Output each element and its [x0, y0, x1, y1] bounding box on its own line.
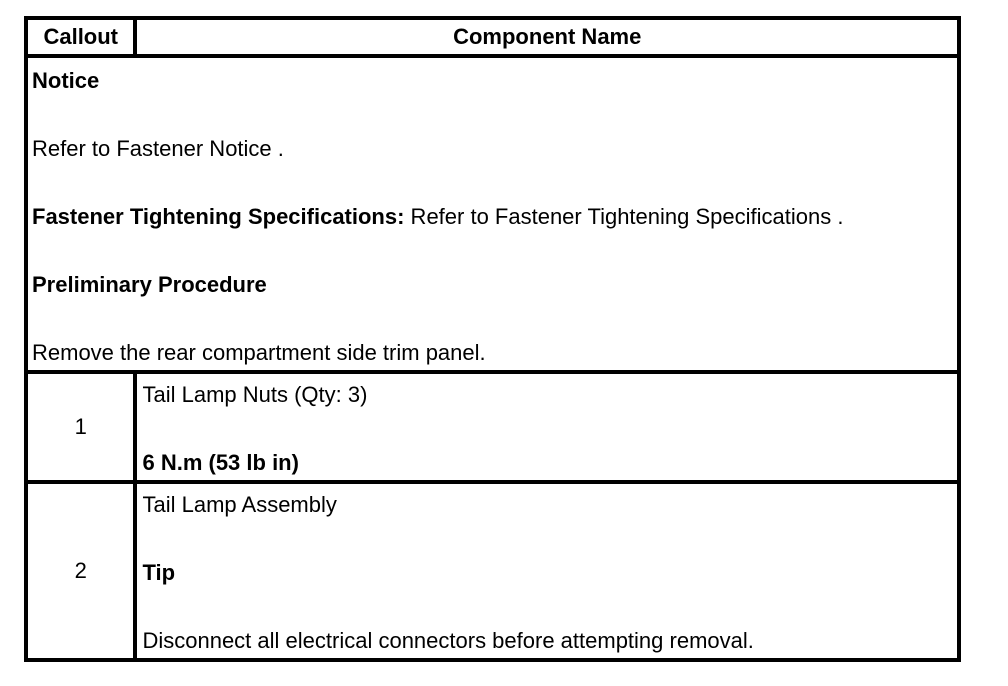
component-name: Tail Lamp Nuts (Qty: 3) — [142, 382, 368, 407]
callout-header: Callout — [26, 18, 135, 56]
spec-line — [32, 200, 957, 234]
spec-text: Refer to Fastener Tightening Specifications . — [404, 204, 844, 229]
procedure-text: Remove the rear compartment side trim panel. — [32, 340, 486, 365]
callout-number: 1 — [26, 372, 135, 482]
callout-number: 2 — [26, 482, 135, 660]
tip-heading: Tip — [142, 560, 176, 585]
torque-spec: 6 N.m (53 lb in) — [142, 450, 299, 475]
procedure-heading: Preliminary Procedure — [32, 272, 267, 297]
component-name-header: Component Name — [135, 18, 959, 56]
notice-heading: Notice — [32, 68, 100, 93]
tip-text: Disconnect all electrical connectors before attempting removal. — [142, 628, 754, 653]
component-cell — [135, 372, 959, 482]
intro-row — [26, 56, 959, 372]
table-row — [26, 482, 959, 660]
notice-text: Refer to Fastener Notice . — [32, 136, 284, 161]
table-row — [26, 372, 959, 482]
component-cell — [135, 482, 959, 660]
component-name: Tail Lamp Assembly — [142, 492, 337, 517]
header-row — [26, 18, 959, 56]
component-table — [24, 16, 961, 662]
intro-cell — [26, 56, 959, 372]
spec-label: Fastener Tightening Specifications: — [32, 204, 405, 229]
